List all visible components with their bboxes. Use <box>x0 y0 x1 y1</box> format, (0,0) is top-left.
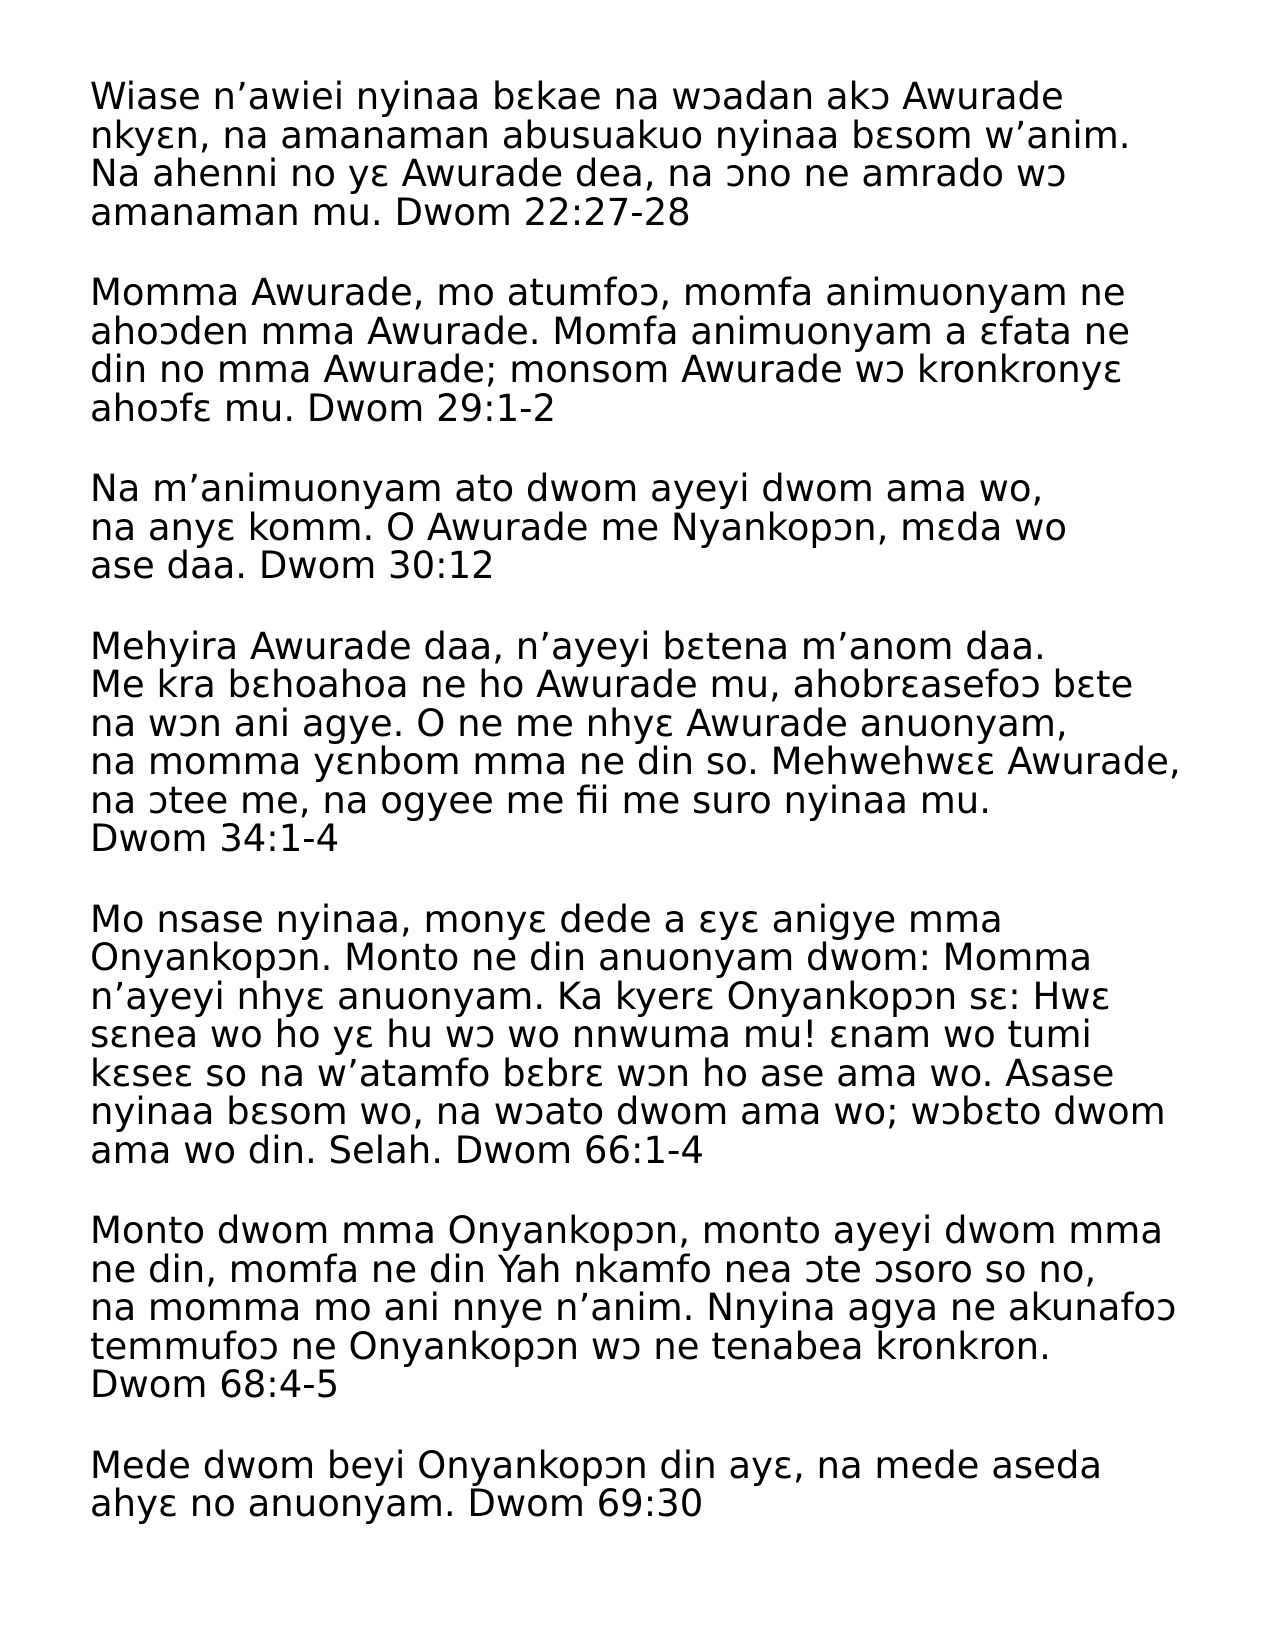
passage-dwom-34 <box>90 624 1200 860</box>
text-line: ahoɔden mma Awurade. Momfa animuonyam a ɛfata ne <box>90 309 1130 353</box>
text-line: na ɔtee me, na ogyee me fii me suro nyinaa mu. <box>90 778 991 822</box>
text-line: ne din, momfa ne din Yah nkamfo nea ɔte ɔsoro so no, <box>90 1247 1097 1291</box>
text-line: Me kra bɛhoahoa ne ho Awurade mu, ahobrɛasefoɔ bɛte <box>90 663 1134 706</box>
passage-dwom-22 <box>90 75 1200 234</box>
passage-dwom-69 <box>90 1443 1200 1525</box>
text-line: nkyɛn, na amanaman abusuakuo nyinaa bɛsom w’anim. <box>90 113 1131 157</box>
text-line: sɛnea wo ho yɛ hu wɔ wo nnwuma mu! ɛnam wo tumi <box>90 1013 1092 1056</box>
text-line: na momma mo ani nnye n’anim. Nnyina agya ne akunafoɔ <box>90 1286 1177 1329</box>
text-line: Dwom 68:4-5 <box>90 1363 340 1406</box>
text-line: Momma Awurade, mo atumfoɔ, momfa animuonyam ne <box>90 271 1126 314</box>
text-line: na momma yɛnbom mma ne din so. Mehwehwɛɛ Awurade, <box>90 740 1181 783</box>
passage-dwom-30 <box>90 467 1200 587</box>
text-line: temmufoɔ ne Onyankopɔn wɔ ne tenabea kronkron. <box>90 1324 1051 1368</box>
text-line: Mo nsase nyinaa, monyɛ dede a ɛyɛ anigye mma <box>90 897 1003 941</box>
text-line: ahyɛ no anuonyam. Dwom 69:30 <box>90 1482 704 1525</box>
passage-dwom-29 <box>90 271 1200 430</box>
text-line: Mede dwom beyi Onyankopɔn din ayɛ, na mede aseda <box>90 1443 1103 1487</box>
document-page <box>90 75 1200 1566</box>
text-line: Onyankopɔn. Monto ne din anuonyam dwom: Momma <box>90 936 1092 979</box>
text-line: din no mma Awurade; monsom Awurade wɔ kronkronyɛ <box>90 348 1123 391</box>
text-line: Monto dwom mma Onyankopɔn, monto ayeyi dwom mma <box>90 1209 1163 1252</box>
passage-dwom-66 <box>90 897 1200 1172</box>
text-line: n’ayeyi nhyɛ anuonyam. Ka kyerɛ Onyankopɔn sɛ: Hwɛ <box>90 974 1111 1018</box>
text-line: Na ahenni no yɛ Awurade dea, na ɔno ne amrado wɔ <box>90 152 1067 195</box>
text-line: amanaman mu. Dwom 22:27-28 <box>90 190 691 234</box>
text-line: na wɔn ani agye. O ne me nhyɛ Awurade anuonyam, <box>90 701 1068 745</box>
text-line: nyinaa bɛsom wo, na wɔato dwom ama wo; wɔbɛto dwom <box>90 1090 1166 1133</box>
text-line: ase daa. Dwom 30:12 <box>90 544 495 587</box>
text-line: Wiase n’awiei nyinaa bɛkae na wɔadan akɔ Awurade <box>90 75 1064 118</box>
text-line: kɛseɛ so na w’atamfo bɛbrɛ wɔn ho ase ama wo. Asase <box>90 1051 1115 1095</box>
text-line: Na m’animuonyam ato dwom ayeyi dwom ama wo, <box>90 467 1044 510</box>
text-line: Mehyira Awurade daa, n’ayeyi bɛtena m’anom daa. <box>90 624 1046 668</box>
text-line: ama wo din. Selah. Dwom 66:1-4 <box>90 1128 704 1172</box>
text-line: Dwom 34:1-4 <box>90 817 340 860</box>
text-line: ahoɔfɛ mu. Dwom 29:1-2 <box>90 386 557 430</box>
text-line: na anyɛ komm. O Awurade me Nyankopɔn, mɛda wo <box>90 505 1067 549</box>
passage-dwom-68 <box>90 1209 1200 1406</box>
